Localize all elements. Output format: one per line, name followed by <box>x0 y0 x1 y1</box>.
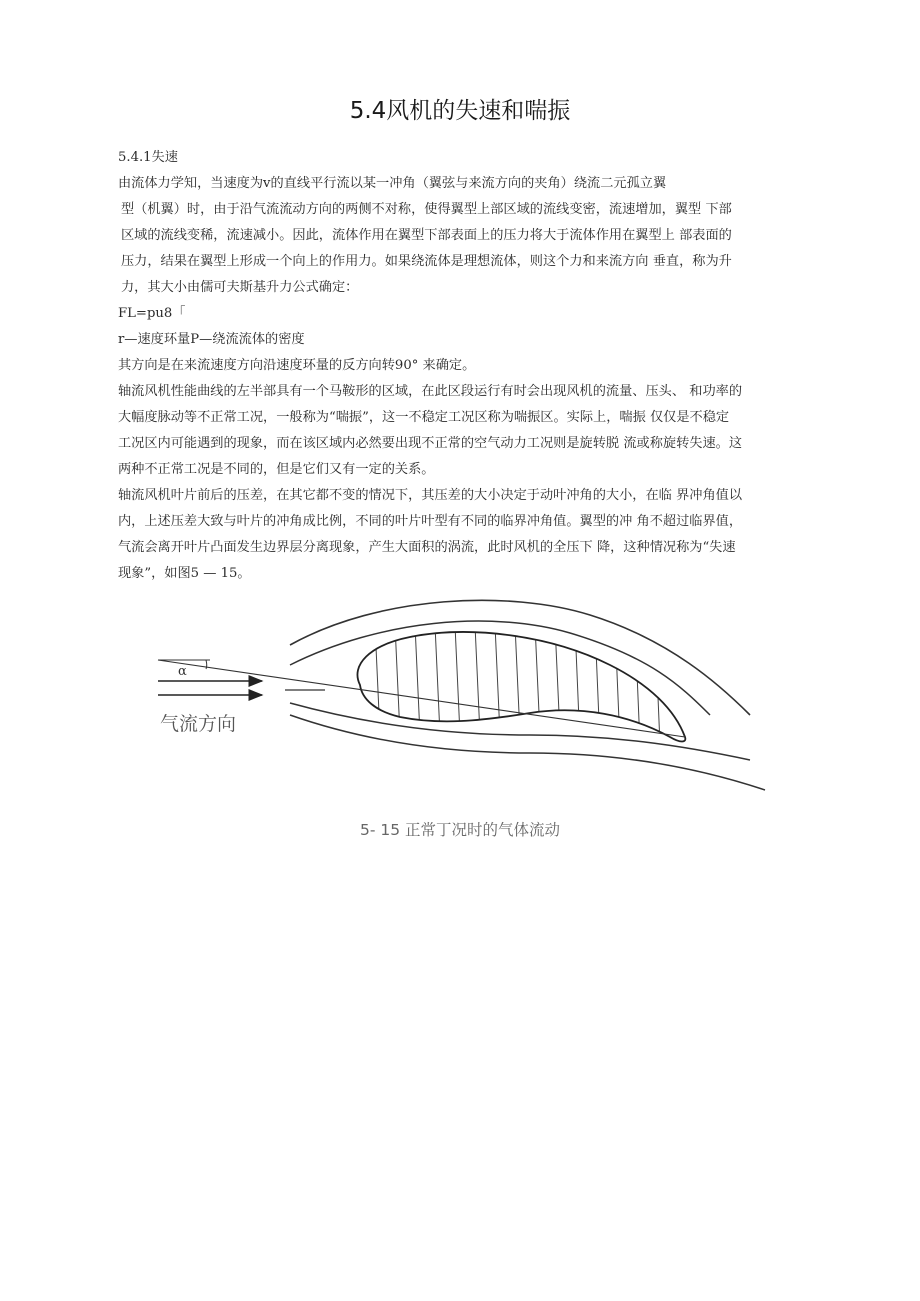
paragraph-line: 气流会离开叶片凸面发生边界层分离现象，产生大面积的涡流，此时风机的全压下 降，这种情况称为“失速 <box>118 540 736 555</box>
paragraph-line: 力，其大小由儒可夫斯基升力公式确定： <box>121 280 359 295</box>
airfoil-outline <box>357 632 685 741</box>
alpha-label: α <box>178 664 187 679</box>
body-text <box>118 145 794 587</box>
streamline-upper-2 <box>290 621 710 715</box>
section-heading: 5.4.1失速 <box>118 150 178 165</box>
flow-direction-label: 气流方向 <box>160 713 237 735</box>
paragraph-line: 其方向是在来流速度方向沿速度环量的反方向转90° 来确定。 <box>118 358 476 373</box>
paragraph-line: 压力，结果在翼型上形成一个向上的作用力。如果绕流体是理想流体，则这个力和来流方向 垂直，称为升 <box>121 254 732 269</box>
paragraph-line: 轴流风机性能曲线的左半部具有一个马鞍形的区域，在此区段运行有时会出现风机的流量、压头、 和功率的 <box>118 384 743 399</box>
paragraph-line: 由流体力学知，当速度为v的直线平行流以某一冲角（翼弦与来流方向的夹角）绕流二元孤立翼 <box>118 176 667 191</box>
paragraph-line: 工况区内可能遇到的现象，而在该区域内必然要出现不正常的空气动力工况则是旋转脱 流或称旋转失速。这 <box>118 436 743 451</box>
paragraph-line: 内，上述压差大致与叶片的冲角成比例，不同的叶片叶型有不同的临界冲角值。翼型的冲 角不超过临界值， <box>118 514 743 529</box>
paragraph-line: 轴流风机叶片前后的压差，在其它都不变的情况下，其压差的大小决定于动叶冲角的大小，在临 界冲角值以 <box>118 488 743 503</box>
paragraph-line: 型（机翼）时，由于沿气流流动方向的两侧不对称，使得翼型上部区域的流线变密，流速增加，翼型 下部 <box>121 202 732 217</box>
alpha-arc <box>206 660 207 669</box>
paragraph-line: 两种不正常工况是不同的，但是它们又有一定的关系。 <box>118 462 435 477</box>
formula-line: FL=pu8「 <box>118 306 186 321</box>
figure-caption: 5- 15 正常丁况时的气体流动 <box>359 821 561 839</box>
streamline-upper-1 <box>290 600 750 715</box>
streamline-lower-1 <box>290 703 750 760</box>
page-title: 5.4风机的失速和喘振 <box>349 98 571 124</box>
chord-line <box>158 660 685 737</box>
formula-legend: r—速度环量P—绕流流体的密度 <box>118 332 305 347</box>
paragraph-line: 现象”，如图5 — 15。 <box>118 566 251 581</box>
paragraph-line: 区域的流线变稀，流速减小。因此，流体作用在翼型下部表面上的压力将大于流体作用在翼型上 部表面的 <box>121 228 732 243</box>
airfoil-flow-figure <box>150 585 770 810</box>
streamline-lower-2 <box>290 715 765 790</box>
paragraph-line: 大幅度脉动等不正常工况，一般称为“喘振”，这一不稳定工况区称为喘振区。实际上，喘振 仅仅是不稳定 <box>118 410 730 425</box>
